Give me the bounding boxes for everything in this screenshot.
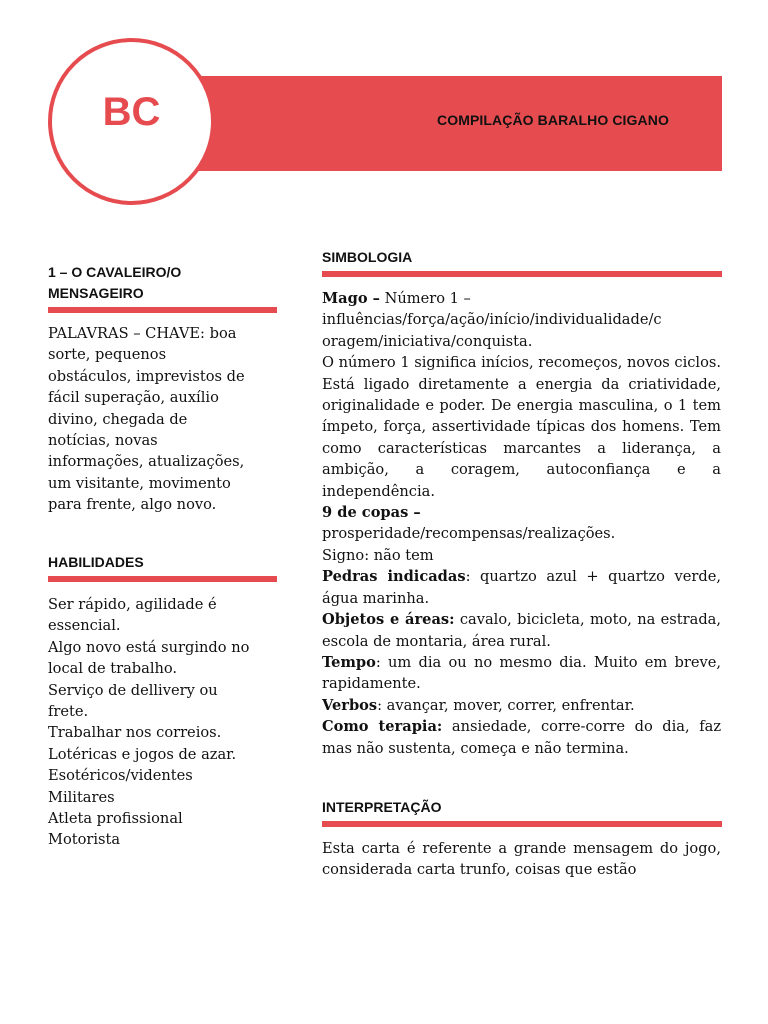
mago-text: Número 1 – xyxy=(379,290,471,307)
section-divider xyxy=(48,307,277,313)
tempo-line xyxy=(322,652,721,695)
skills-line: Algo novo está surgindo no xyxy=(48,638,250,656)
number-description: O número 1 significa inícios, recomeços, novos ciclos. Está ligado diretamente a energia da criatividade, originalidade e poder. De energia masculina, o 1 tem ímpeto, força, assertividade típicas dos homens. Tem como características marcantes a liderança, a ambição, a coragem, autoconfiança e a independência. xyxy=(322,354,721,500)
objetos-line xyxy=(322,609,721,652)
header-banner xyxy=(150,76,722,171)
interpretation-text: Esta carta é referente a grande mensagem do jogo, considerada carta trunfo, coisas que estão xyxy=(322,840,721,879)
copas-label: 9 de copas – xyxy=(322,504,421,522)
terapia-line xyxy=(322,716,721,759)
skills-line: Ser rápido, agilidade é xyxy=(48,596,217,613)
section-divider xyxy=(48,576,277,582)
verbos-line xyxy=(322,695,721,716)
pedras-line xyxy=(322,566,721,609)
document-title: COMPILAÇÃO BARALHO CIGANO xyxy=(437,112,669,128)
keywords-block xyxy=(48,323,288,516)
logo-initials: BC xyxy=(102,90,161,134)
verbos-label: Verbos xyxy=(322,696,378,714)
objetos-label: Objetos e áreas: xyxy=(322,611,455,629)
interpretation-heading: INTERPRETAÇÃO xyxy=(322,799,442,815)
symbology-heading: SIMBOLOGIA xyxy=(322,249,413,265)
section-divider xyxy=(322,821,722,827)
mago-keywords-line: influências/força/ação/início/individualidade/c xyxy=(322,311,662,329)
signo-line: Signo: não tem xyxy=(322,546,434,564)
section-divider xyxy=(322,271,722,277)
pedras-label: Pedras indicadas xyxy=(322,568,466,586)
card-title-line: 1 – O CAVALEIRO/O xyxy=(48,264,182,280)
skills-line: Militares xyxy=(48,788,115,806)
terapia-label: Como terapia: xyxy=(322,718,443,736)
skills-line: Motorista xyxy=(48,831,121,849)
tempo-text: : um dia ou no mesmo dia. Muito em breve, rapidamente. xyxy=(322,653,721,693)
skills-list xyxy=(48,594,288,851)
keywords-line: divino, chegada de xyxy=(48,410,188,428)
mago-label: Mago – xyxy=(322,290,380,307)
copas-keywords-line: prosperidade/recompensas/realizações. xyxy=(322,525,616,543)
keywords-line: fácil superação, auxílio xyxy=(48,389,219,407)
skills-line: Esotéricos/videntes xyxy=(48,767,193,785)
mago-line xyxy=(322,288,721,309)
skills-line: Serviço de dellivery ou xyxy=(48,681,218,699)
tempo-label: Tempo xyxy=(322,653,376,671)
keywords-line: notícias, novas xyxy=(48,432,158,450)
skills-line: local de trabalho. xyxy=(48,660,178,678)
skills-line: frete. xyxy=(48,703,89,721)
keywords-line: um visitante, movimento xyxy=(48,474,231,492)
keywords-line: sorte, pequenos xyxy=(48,346,167,364)
objetos-text: cavalo, bicicleta, moto, na estrada, escola de montaria, área rural. xyxy=(322,611,721,650)
skills-line: Atleta profissional xyxy=(48,810,183,828)
keywords-line: informações, atualizações, xyxy=(48,453,245,471)
skills-line: essencial. xyxy=(48,617,121,635)
copas-line xyxy=(322,502,721,523)
verbos-text: : avançar, mover, correr, enfrentar. xyxy=(377,696,635,714)
logo-circle xyxy=(48,38,215,205)
mago-keywords-line: oragem/iniciativa/conquista. xyxy=(322,332,533,350)
keywords-line: obstáculos, imprevistos de xyxy=(48,367,245,385)
skills-heading: HABILIDADES xyxy=(48,554,144,570)
skills-line: Lotéricas e jogos de azar. xyxy=(48,745,237,763)
card-title-line: MENSAGEIRO xyxy=(48,285,144,301)
keywords-line: para frente, algo novo. xyxy=(48,496,217,514)
card-title xyxy=(48,262,278,304)
pedras-text: : quartzo azul + quartzo verde, água marinha. xyxy=(322,568,721,607)
keywords-line: PALAVRAS – CHAVE: boa xyxy=(48,325,237,342)
skills-line: Trabalhar nos correios. xyxy=(48,724,222,742)
terapia-text: ansiedade, corre-corre do dia, faz mas não sustenta, começa e não termina. xyxy=(322,718,722,757)
symbology-block xyxy=(322,288,721,759)
